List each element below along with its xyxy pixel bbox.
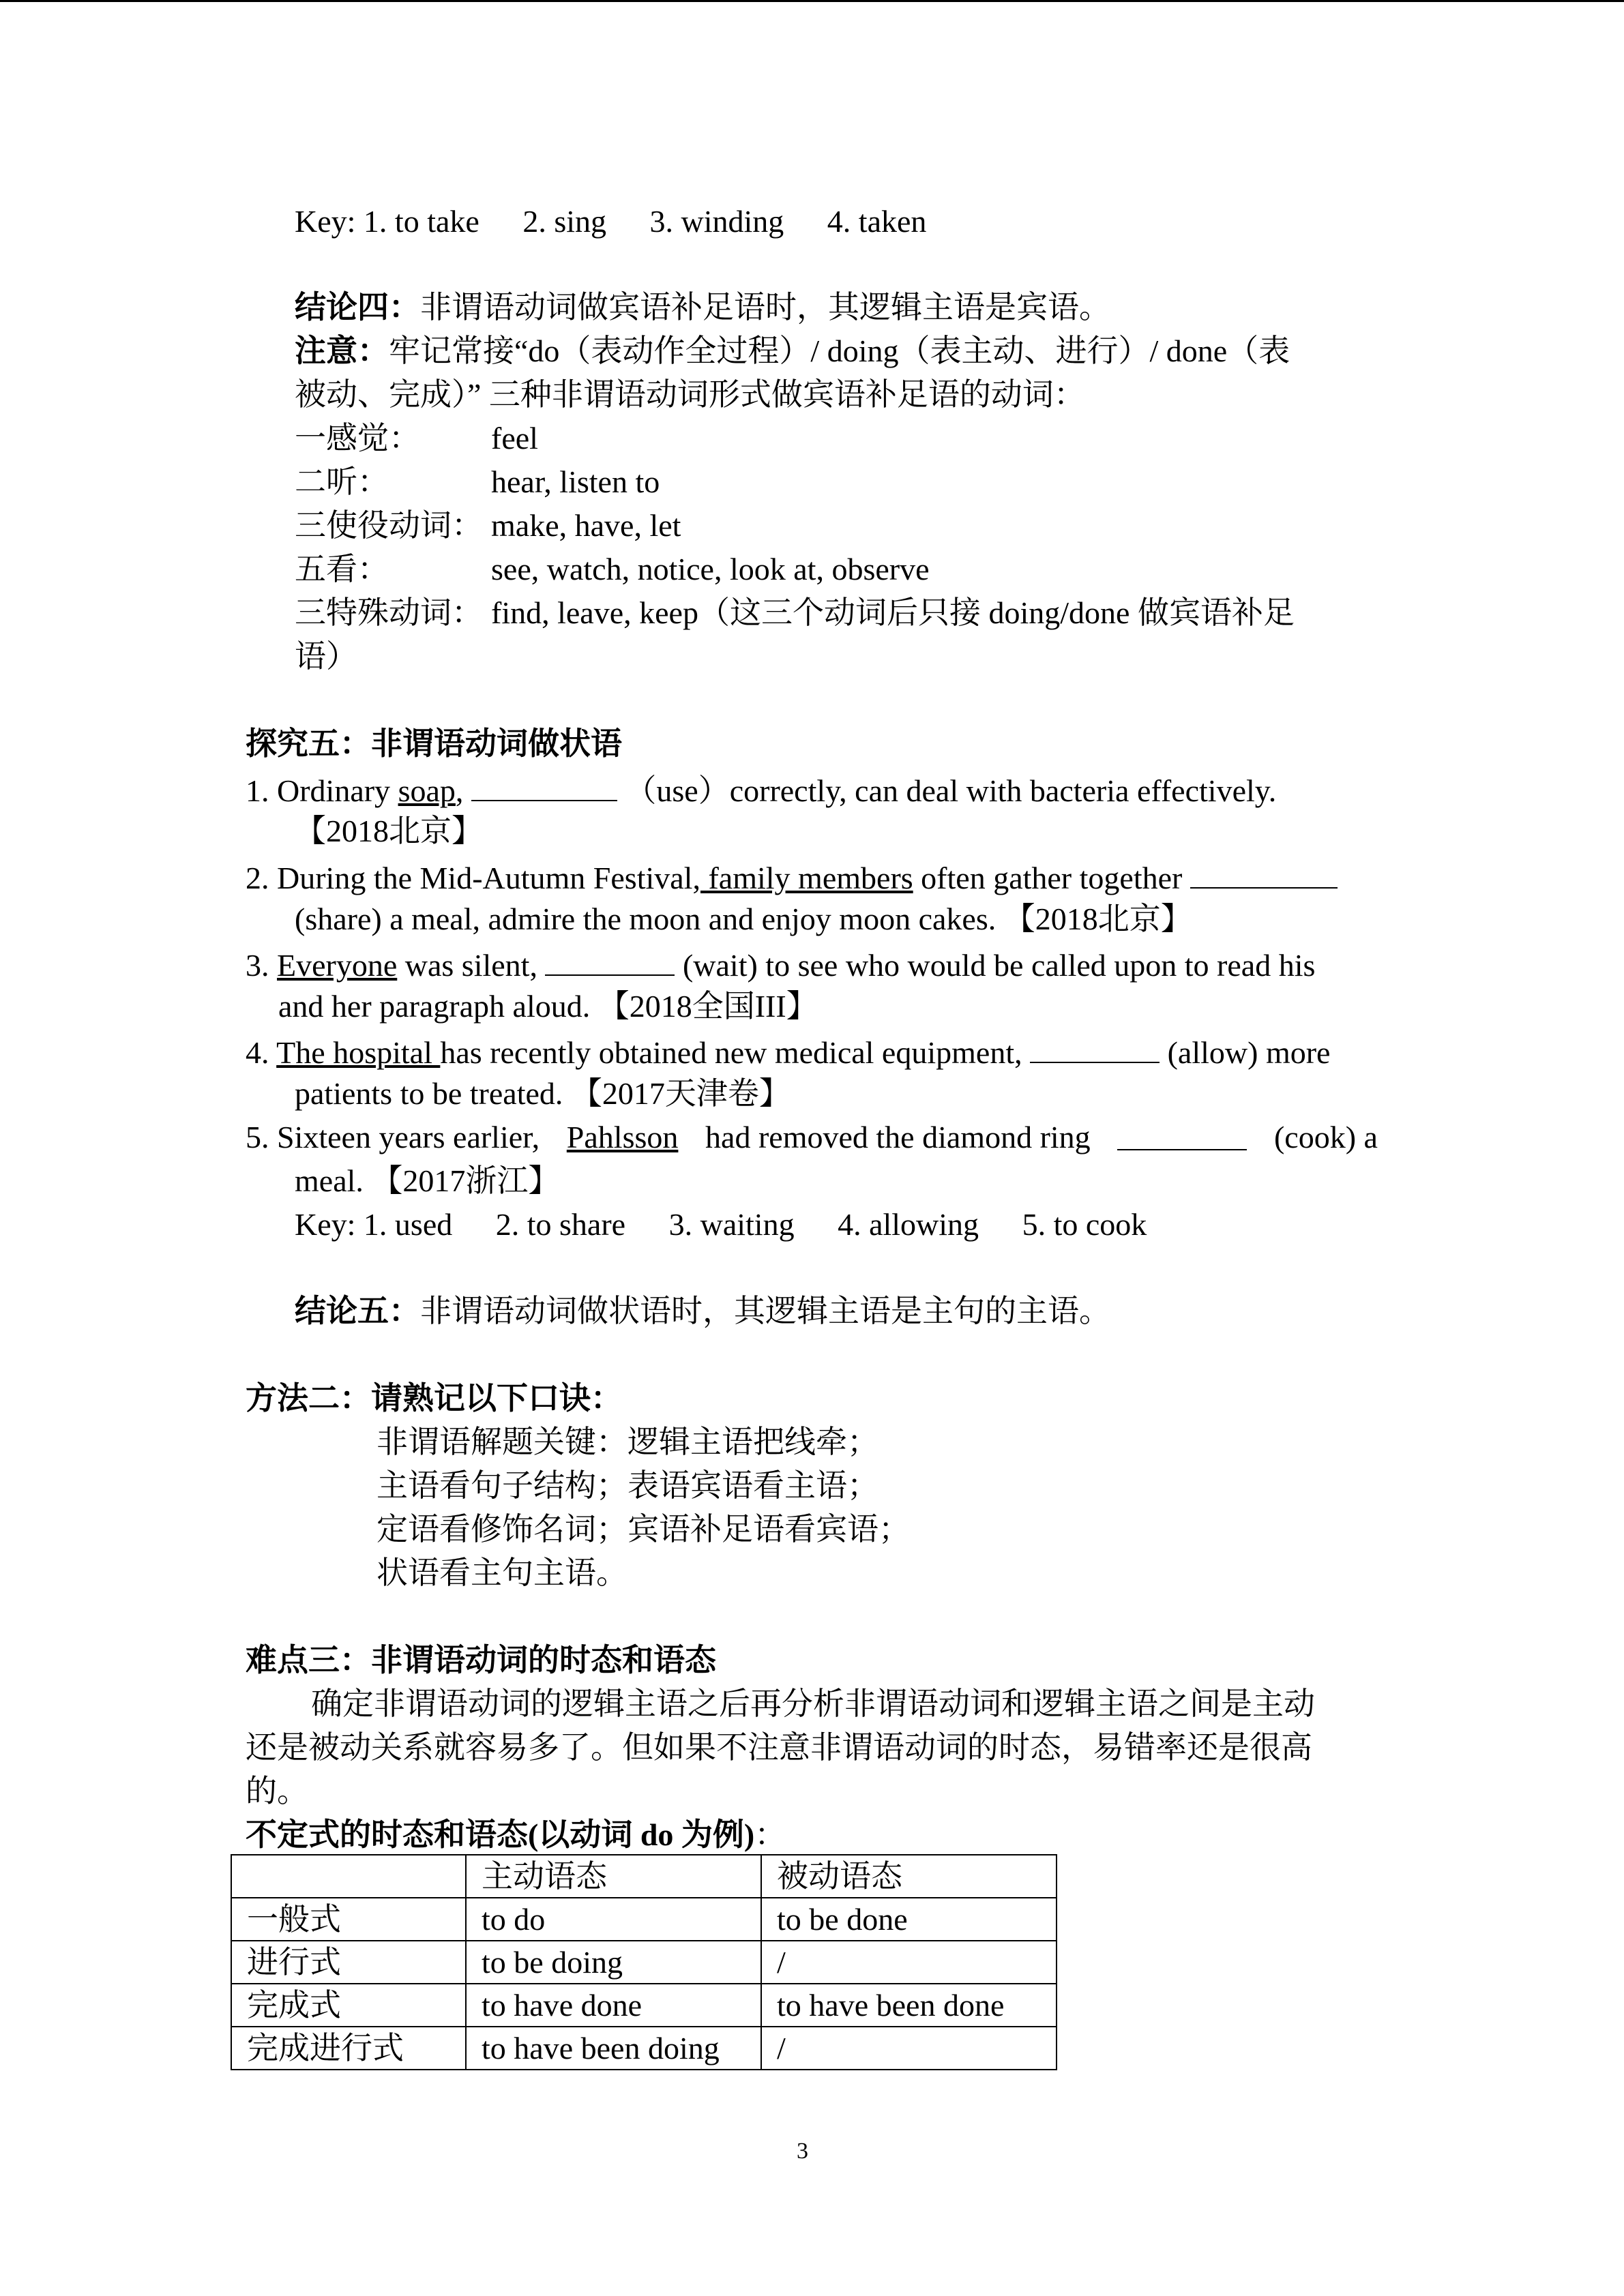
table-cell: to have been doing [466,2027,761,2070]
key-answer: 1. to take [363,204,479,239]
question-text: often gather together [913,861,1190,895]
table-title-colon: ： [754,1817,786,1852]
conclusion-5 [295,1296,1110,1327]
answer-blank[interactable] [471,773,617,801]
question-text: had removed the diamond ring [705,1120,1091,1154]
table-header-cell [231,1855,466,1898]
table-cell: to have done [466,1984,761,2027]
paragraph-line: 确定非谓语动词的逻辑主语之后再分析非谓语动词和逻辑主语之间是主动 [311,1686,1315,1721]
logical-subject: soap [398,773,456,808]
note-head: 注意： [295,333,389,368]
paragraph-line: 还是被动关系就容易多了。但如果不注意非谓语动词的时态，易错率还是很高 [246,1730,1312,1765]
page-number: 3 [797,2138,808,2164]
note-line-2: 被动、完成）” 三种非谓语动词形式做宾语补足语的动词： [295,377,1085,412]
section-title-method-2: 方法二：请熟记以下口诀： [246,1381,622,1416]
verb-group-verbs: find, leave, keep（这三个动词后只接 doing/done 做宾语补足 [491,595,1295,630]
key-answer: 2. to share [495,1207,626,1242]
table-cell: 完成进行式 [231,2027,466,2070]
conclusion-4 [295,292,1110,323]
question-text: was silent, [397,948,546,983]
answer-blank[interactable] [1117,1122,1247,1150]
question-5 [246,1122,1378,1153]
mnemonic-line: 非谓语解题关键：逻辑主语把线牵； [377,1425,879,1459]
table-row [231,1941,1057,1984]
table-cell: / [761,1941,1057,1984]
question-text: (allow) more [1160,1035,1331,1070]
table-cell: / [761,2027,1057,2070]
verb-group-tail: 语） [295,639,357,674]
verb-group-label: 一感觉： [295,421,420,456]
verb-group-verbs: feel [491,421,538,456]
table-row [231,1898,1057,1941]
question-3 [246,947,1315,981]
verb-group-verbs: make, have, let [491,508,681,543]
question-2-line-2: (share) a meal, admire the moon and enjoy moon cakes. 【2018北京】 [295,901,1192,936]
verb-group-label: 二听： [295,464,389,499]
key-label: Key: [295,204,356,239]
key-5-line [295,1209,1147,1240]
page-top-border [0,0,1624,2]
conclusion-5-head: 结论五： [295,1294,420,1328]
table-row [231,1984,1057,2027]
note-line-1 [295,333,1290,368]
key-answer: 2. sing [522,204,607,239]
table-cell: to have been done [761,1984,1057,2027]
verb-group-label: 三特殊动词： [295,595,483,630]
question-4-line-2: patients to be treated. 【2017天津卷】 [295,1076,791,1111]
question-text: (cook) a [1273,1120,1378,1154]
question-number: 1. Ordinary [246,773,398,808]
question-number: 3. [246,948,277,983]
verb-group-verbs: see, watch, notice, look at, observe [491,552,930,586]
table-header-row [231,1855,1057,1898]
key-4-line [295,206,926,237]
table-cell: 一般式 [231,1898,466,1941]
mnemonic-line: 定语看修饰名词；宾语补足语看宾语； [377,1512,910,1547]
question-text: （use）correctly, can deal with bacteria effectively. [617,773,1277,808]
mnemonic-line: 主语看句子结构；表语宾语看主语； [377,1468,879,1503]
key-answer: 1. used [363,1207,453,1242]
table-header-cell: 主动语态 [466,1855,761,1898]
verb-group-verbs: hear, listen to [491,464,660,499]
conclusion-5-text: 非谓语动词做状语时，其逻辑主语是主句的主语。 [420,1294,1110,1328]
table-cell: 完成式 [231,1984,466,2027]
verb-group-label: 三使役动词： [295,508,483,543]
logical-subject: Everyone [277,948,398,983]
conclusion-4-text: 非谓语动词做宾语补足语时，其逻辑主语是宾语。 [420,290,1110,325]
question-1 [246,773,1276,807]
table-cell: to be done [761,1898,1057,1941]
key-answer: 4. taken [827,204,927,239]
question-text: has recently obtained new medical equipment, [440,1035,1031,1070]
key-label: Key: [295,1207,356,1242]
paragraph-line: 的。 [246,1774,308,1808]
section-title-explore-5: 探究五：非谓语动词做状语 [246,726,622,761]
key-answer: 3. winding [649,204,784,239]
mnemonic-line: 状语看主句主语。 [377,1555,628,1590]
question-text: (wait) to see who would be called upon to read his [675,948,1316,983]
question-1-source: 【2018北京】 [295,814,483,848]
answer-blank[interactable] [1030,1034,1160,1063]
table-cell: 进行式 [231,1941,466,1984]
logical-subject: The hospital [276,1035,441,1070]
key-answer: 5. to cook [1022,1207,1147,1242]
answer-blank[interactable] [545,947,675,976]
table-cell: to be doing [466,1941,761,1984]
note-text-1: 牢记常接“do（表动作全过程）/ doing（表主动、进行）/ done（表 [389,333,1290,368]
key-answer: 3. waiting [668,1207,795,1242]
question-text: 5. Sixteen years earlier, [246,1120,540,1154]
question-5-line-2: meal. 【2017浙江】 [295,1163,560,1198]
question-number: 4. [246,1035,277,1070]
table-title [246,1819,786,1851]
table-cell: to do [466,1898,761,1941]
logical-subject: family members [700,861,913,895]
table-row [231,2027,1057,2070]
table-title-text: 不定式的时态和语态(以动词 do 为例) [246,1817,755,1852]
table-header-cell: 被动语态 [761,1855,1057,1898]
section-title-difficulty-3: 难点三：非谓语动词的时态和语态 [246,1643,716,1678]
question-3-line-2: and her paragraph aloud. 【2018全国III】 [278,989,818,1024]
key-answer: 4. allowing [838,1207,979,1242]
question-text: 2. During the Mid-Autumn Festival, [246,861,700,895]
question-2 [246,860,1338,894]
question-4 [246,1034,1330,1069]
conclusion-4-head: 结论四： [295,290,420,325]
verb-group-label: 五看： [295,552,389,586]
logical-subject: Pahlsson [566,1120,679,1154]
answer-blank[interactable] [1190,860,1338,889]
question-text: , [455,773,464,808]
infinitive-tense-voice-table [231,1854,1057,2070]
